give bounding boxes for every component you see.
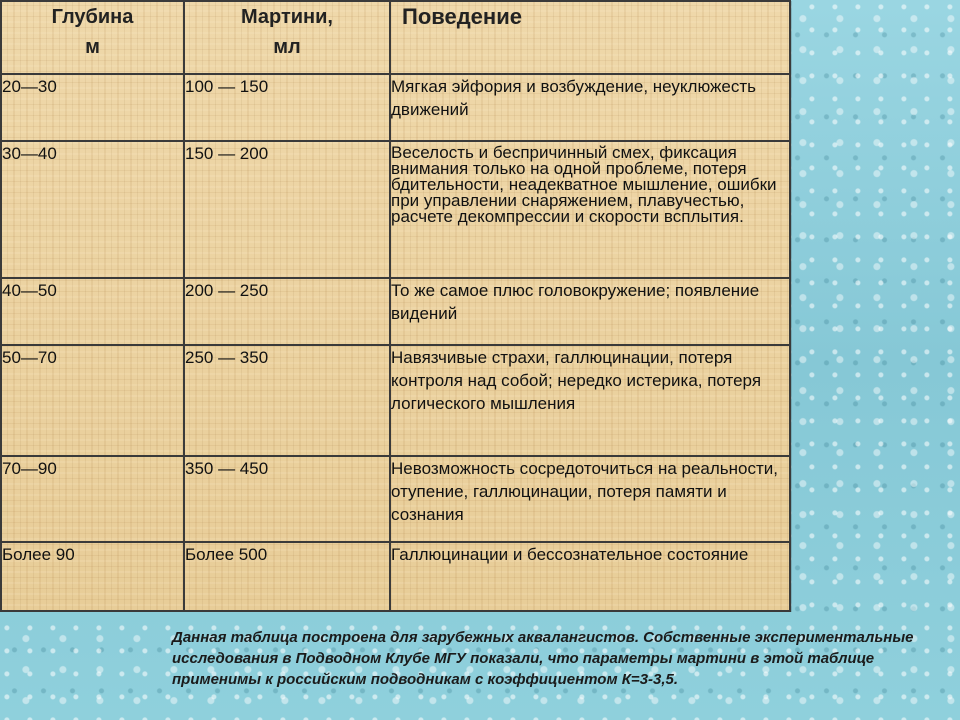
header-behavior: Поведение	[390, 1, 790, 74]
behavior-cell: Навязчивые страхи, галлюцинации, потеря контроля над собой; нередко истерика, потеря логического мышления	[390, 345, 790, 456]
behavior-cell: Невозможность сосредоточиться на реальности, отупение, галлюцинации, потеря памяти и сознания	[390, 456, 790, 542]
table-row	[1, 74, 790, 141]
header-martini-line2: мл	[273, 36, 301, 58]
martini-cell: 150 — 200	[184, 141, 390, 278]
depth-cell: 20—30	[1, 74, 184, 141]
behavior-cell: То же самое плюс головокружение; появление видений	[390, 278, 790, 345]
behavior-cell: Мягкая эйфория и возбуждение, неуклюжесть движений	[390, 74, 790, 141]
header-martini-line1: Мартини,	[240, 6, 333, 28]
table-row	[1, 345, 790, 456]
depth-cell: 50—70	[1, 345, 184, 456]
behavior-cell: Веселость и беспричинный смех, фиксация внимания только на одной проблеме, потеря бдительности, неадекватное мышление, ошибки при управлении снаряжением, плавучестью, расчете декомпрессии и скорости всплытия.	[390, 141, 790, 278]
martini-cell: 200 — 250	[184, 278, 390, 345]
depth-cell: 40—50	[1, 278, 184, 345]
table-row	[1, 456, 790, 542]
table-row	[1, 141, 790, 278]
table-row	[1, 542, 790, 611]
header-depth-line2: м	[85, 36, 100, 58]
footnote-caption: Данная таблица построена для зарубежных аквалангистов. Собственные экспериментальные исследования в Подводном Клубе МГУ показали, что параметры мартини в этой таблице применимы к российским подводникам с коэффициентом К=3-3,5.	[172, 629, 914, 688]
behavior-cell: Галлюцинации и бессознательное состояние	[390, 542, 790, 611]
martini-cell: Более 500	[184, 542, 390, 611]
header-martini	[184, 1, 390, 74]
depth-cell: Более 90	[1, 542, 184, 611]
table-row	[1, 278, 790, 345]
martini-cell: 250 — 350	[184, 345, 390, 456]
depth-cell: 30—40	[1, 141, 184, 278]
header-depth-line1: Глубина	[51, 6, 134, 28]
depth-cell: 70—90	[1, 456, 184, 542]
table-header-row	[1, 1, 790, 74]
martini-cell: 100 — 150	[184, 74, 390, 141]
martini-cell: 350 — 450	[184, 456, 390, 542]
header-depth	[1, 1, 184, 74]
